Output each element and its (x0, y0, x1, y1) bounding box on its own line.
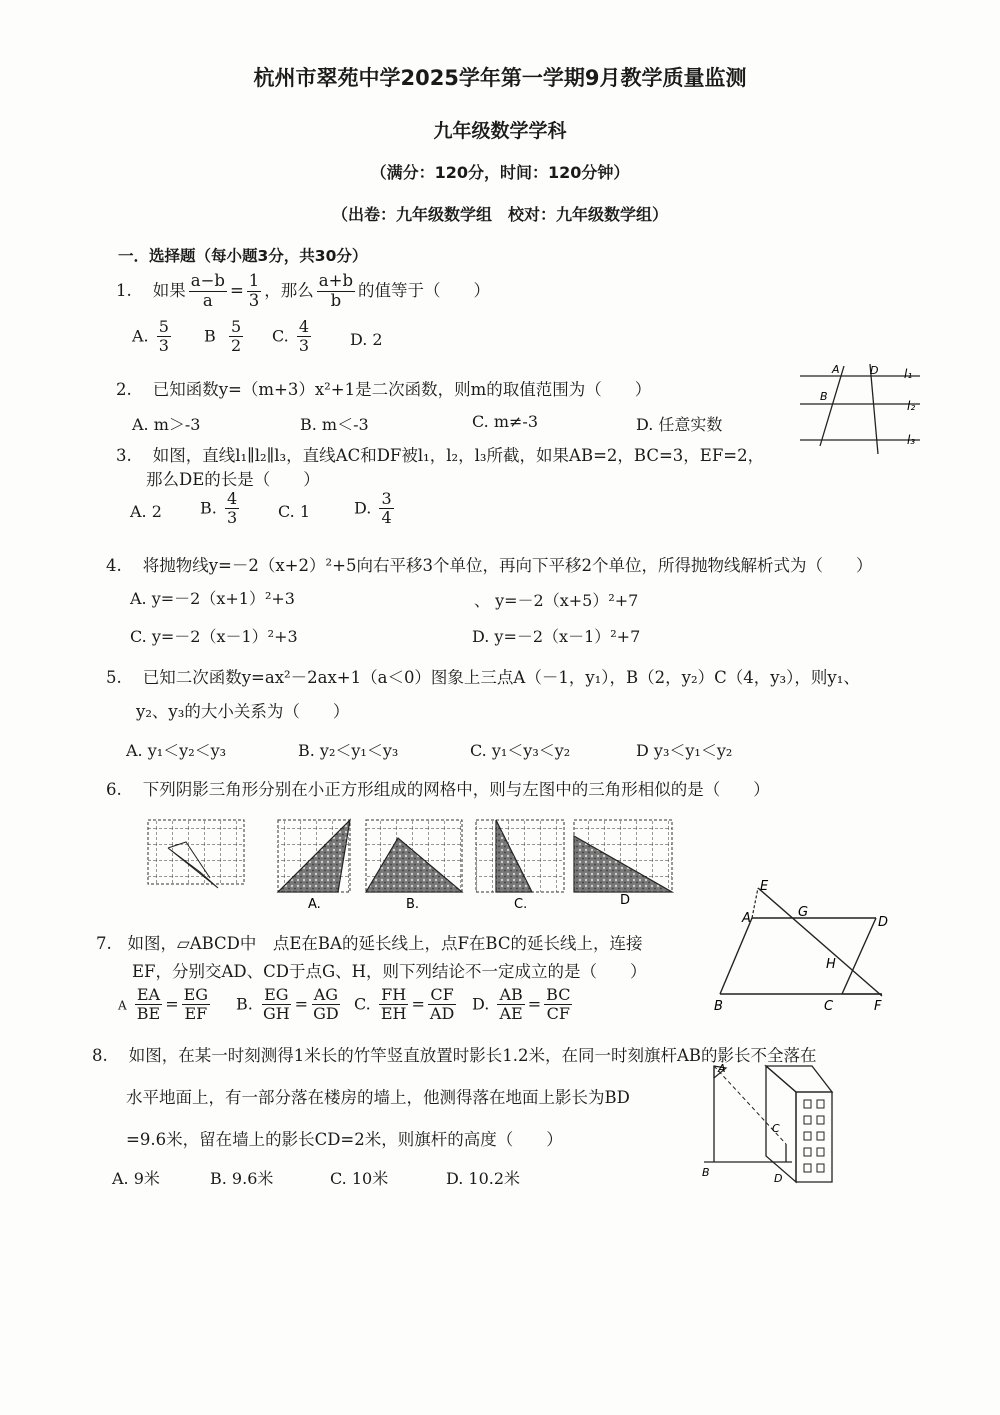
question-number: 8. (92, 1046, 108, 1065)
score-time: （满分：120分，时间：120分钟） (370, 163, 630, 182)
q3-option-b[interactable] (200, 490, 242, 528)
question-4 (106, 552, 872, 576)
label-l1: l₁ (904, 367, 913, 381)
label-g: G (798, 905, 809, 920)
option-label: B (204, 326, 216, 346)
denominator: a (202, 290, 213, 310)
numerator: AG (313, 985, 339, 1004)
question-number: 6. (106, 780, 122, 799)
exam-authors: （出卷：九年级数学组 校对：九年级数学组） (331, 205, 668, 224)
question-5 (106, 664, 860, 688)
q2-text: 已知函数y=（m+3）x²+1是二次函数，则m的取值范围为（ ） (152, 380, 652, 399)
option-label: B. (200, 498, 217, 518)
q5-line-2: y₂、y₃的大小关系为（ ） (136, 702, 350, 721)
q5-option-d[interactable]: D y₃＜y₁＜y₂ (636, 741, 733, 760)
q4-option-b[interactable]: 、 y=－2（x+5）²+7 (474, 591, 639, 610)
q8-option-b[interactable]: B. 9.6米 (210, 1169, 274, 1188)
q7-option-c[interactable]: C. $\frac{FH}{EH}$ = $\frac{CF}{AD}$ (354, 985, 455, 1024)
numerator: 3 (381, 489, 392, 508)
q3-line-2: 那么DE的长是（ ） (146, 470, 320, 489)
q1-option-a[interactable] (132, 318, 174, 356)
question-number: 1. (116, 280, 132, 300)
question-6 (106, 776, 770, 800)
denominator: EH (380, 1004, 407, 1024)
q2-option-c[interactable]: C. m≠-3 (472, 412, 539, 431)
q4-option-c[interactable]: C. y=－2（x－1）²+3 (130, 627, 298, 646)
q6-text: 下列阴影三角形分别在小正方形组成的网格中，则与左图中的三角形相似的是（ ） (142, 780, 770, 799)
fraction (247, 272, 262, 311)
numerator: 5 (230, 317, 242, 336)
label-b: B (714, 999, 723, 1014)
figure-label-d: D (620, 893, 631, 908)
denominator: EF (184, 1004, 208, 1024)
question-7 (96, 930, 642, 954)
q7-option-b[interactable]: B. $\frac{EG}{GH}$ = $\frac{AG}{GD}$ (236, 985, 339, 1024)
label-f: F (874, 999, 882, 1014)
q7-figure (706, 876, 902, 1016)
figure-option-c[interactable] (476, 820, 564, 892)
q8-figure (692, 1056, 852, 1186)
q2-option-b[interactable]: B. m＜-3 (300, 415, 369, 434)
section-heading: 一．选择题（每小题3分，共30分） (118, 247, 368, 265)
equals: = (229, 280, 244, 300)
q8-line-3: =9.6米，留在墙上的影长CD=2米，则旗杆的高度（ ） (126, 1130, 563, 1149)
option-label: D. (354, 498, 372, 518)
fraction (225, 490, 239, 528)
q1-post: 的值等于（ ） (358, 280, 491, 300)
fraction (379, 490, 393, 528)
numerator: a+b (318, 271, 354, 290)
label-d: D (870, 364, 879, 377)
numerator: BC (546, 985, 571, 1004)
q3-option-c[interactable]: C. 1 (278, 502, 311, 521)
reference-grid (148, 820, 244, 888)
fraction (497, 986, 524, 1024)
numerator: FH (381, 985, 407, 1004)
q1-option-d[interactable]: D. 2 (350, 330, 383, 349)
q3-option-d[interactable] (354, 490, 397, 528)
q8-option-a[interactable]: A. 9米 (112, 1169, 160, 1188)
q2-option-a[interactable]: A. m＞-3 (132, 415, 201, 434)
numerator: 5 (158, 317, 169, 336)
fraction (544, 986, 572, 1024)
fraction (297, 318, 311, 356)
fraction (229, 318, 243, 356)
q5-line-1: 已知二次函数y=ax²－2ax+1（a＜0）图象上三点A（－1，y₁），B（2，y₂）C（4，y₃），则y₁、 (142, 668, 860, 687)
numerator: EG (183, 985, 209, 1004)
denominator: 4 (381, 508, 392, 528)
denominator: AE (499, 1004, 523, 1024)
denominator: AD (429, 1004, 455, 1024)
denominator: 3 (298, 336, 310, 356)
q1-option-b[interactable] (204, 318, 246, 356)
fraction (157, 318, 171, 356)
denominator: 2 (230, 336, 242, 356)
q6-figures (140, 812, 700, 912)
denominator: 3 (158, 336, 169, 356)
numerator: EA (136, 985, 161, 1004)
page-title: 杭州市翠苑中学2025学年第一学期9月教学质量监测 (253, 66, 747, 90)
label-c: C (824, 999, 834, 1014)
q7-line-2: EF，分别交AD、CD于点G、H，则下列结论不一定成立的是（ ） (132, 962, 647, 981)
fraction (182, 986, 210, 1024)
denominator: GH (262, 1004, 290, 1024)
question-2 (116, 376, 651, 400)
option-label: A (118, 998, 127, 1013)
line-ac (820, 366, 844, 446)
q4-option-d[interactable]: D. y=－2（x－1）²+7 (472, 627, 641, 646)
denominator: GD (313, 1004, 339, 1024)
figure-option-a[interactable] (278, 820, 350, 892)
label-b: B (702, 1166, 710, 1179)
fraction (135, 986, 162, 1024)
fraction (261, 986, 292, 1024)
q5-option-c[interactable]: C. y₁＜y₃＜y₂ (470, 741, 571, 760)
label-d: D (774, 1172, 783, 1185)
q3-figure (790, 358, 930, 458)
option-label: C. (354, 994, 371, 1014)
label-e: E (760, 879, 769, 894)
q4-option-a[interactable]: A. y=－2（x+1）²+3 (130, 589, 295, 608)
figure-option-d[interactable] (574, 820, 672, 892)
q8-line-1: 如图，在某一时刻测得1米长的竹竿竖直放置时影长1.2米，在同一时刻旗杆AB的影长不全落在 (128, 1046, 817, 1065)
label-d: D (878, 915, 889, 930)
q1-pre: 如果 (152, 280, 186, 300)
denominator: 3 (248, 290, 260, 310)
q7-option-a[interactable]: A $\frac{EA}{BE}$ = $\frac{EG}{EF}$ (118, 985, 209, 1024)
q2-option-d[interactable]: D. 任意实数 (636, 415, 723, 434)
label-c: C (772, 1122, 780, 1135)
fraction (189, 272, 227, 311)
q8-option-d[interactable]: D. 10.2米 (446, 1169, 521, 1188)
label-a: A (718, 1062, 726, 1075)
q8-option-c[interactable]: C. 10米 (330, 1169, 389, 1188)
question-number: 7. (96, 934, 112, 953)
numerator: 4 (298, 317, 310, 336)
page-subject: 九年级数学学科 (433, 120, 567, 142)
q4-text: 将抛物线y=－2（x+2）²+5向右平移3个单位，再向下平移2个单位，所得抛物线解析式为（ ） (142, 556, 873, 575)
question-number: 2. (116, 380, 132, 399)
q3-option-a[interactable]: A. 2 (130, 502, 162, 521)
numerator: CF (430, 985, 454, 1004)
fraction (311, 986, 341, 1024)
label-b: B (820, 390, 828, 403)
question-number: 3. (116, 446, 132, 465)
q5-option-b[interactable]: B. y₂＜y₁＜y₃ (298, 741, 399, 760)
option-label: D. (472, 994, 490, 1014)
question-1 (116, 272, 490, 311)
q7-text: 如图，▱ABCD中 点E在BA的延长线上，点F在BC的延长线上，连接 (127, 934, 643, 953)
label-l3: l₃ (907, 433, 916, 447)
figure-label-b: B. (406, 897, 420, 912)
label-a: A (832, 363, 840, 376)
fraction (317, 272, 355, 311)
q1-mid: ，那么 (264, 280, 314, 300)
label-h: H (826, 957, 836, 972)
numerator: a−b (190, 271, 225, 290)
numerator: EG (264, 985, 289, 1004)
q1-option-c[interactable] (272, 318, 314, 356)
question-3 (116, 442, 764, 466)
fraction (428, 986, 456, 1024)
option-label: B. (236, 994, 253, 1014)
fraction (379, 986, 409, 1024)
denominator: BE (136, 1004, 161, 1024)
q5-option-a[interactable]: A. y₁＜y₂＜y₃ (126, 741, 227, 760)
denominator: CF (546, 1004, 570, 1024)
q7-option-d[interactable]: D. $\frac{AB}{AE}$ = $\frac{BC}{CF}$ (472, 985, 571, 1024)
option-label: A. (132, 326, 149, 346)
figure-label-c: C. (514, 897, 528, 912)
figure-label-a: A. (308, 897, 321, 912)
label-l2: l₂ (907, 399, 916, 413)
figure-option-b[interactable] (366, 820, 462, 892)
denominator: 3 (226, 508, 238, 528)
numerator: 4 (226, 489, 238, 508)
question-number: 5. (106, 668, 122, 687)
numerator: AB (499, 985, 523, 1004)
label-a: A (742, 911, 751, 926)
q3-line-1: 如图，直线l₁∥l₂∥l₃，直线AC和DF被l₁，l₂，l₃所截，如果AB=2，BC=3，EF=2， (152, 446, 765, 465)
question-number: 4. (106, 556, 122, 575)
option-label: C. (272, 326, 289, 346)
denominator: b (330, 290, 342, 310)
numerator: 1 (248, 271, 260, 290)
q8-line-2: 水平地面上，有一部分落在楼房的墙上，他测得落在地面上影长为BD (126, 1088, 630, 1107)
